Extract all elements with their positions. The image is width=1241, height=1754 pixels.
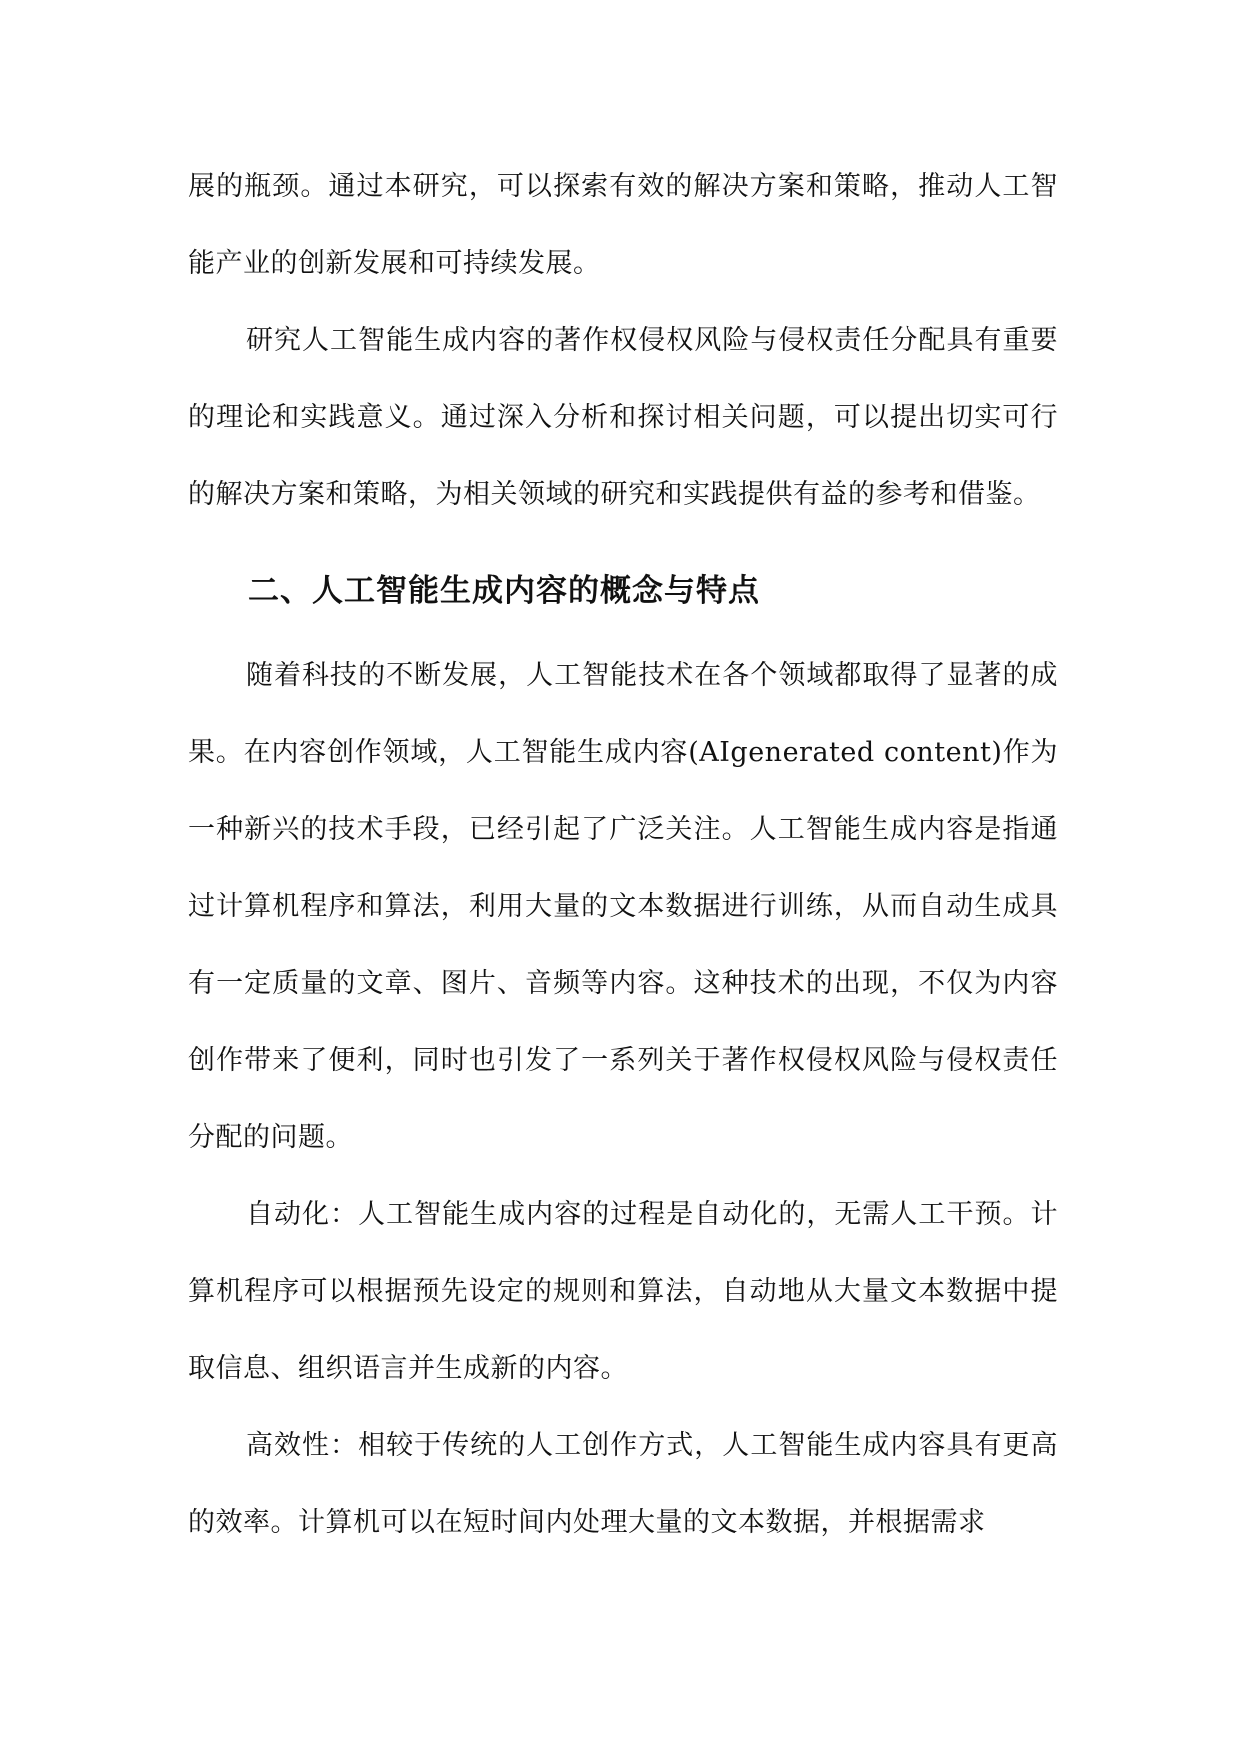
paragraph-continuation: 展的瓶颈。通过本研究，可以探索有效的解决方案和策略，推动人工智能产业的创新发展和可持续发展。 <box>188 171 1058 279</box>
paragraph-efficiency: 高效性：相较于传统的人工创作方式，人工智能生成内容具有更高的效率。计算机可以在短时间内处理大量的文本数据，并根据需求 <box>188 1430 1058 1538</box>
paragraph-automation: 自动化：人工智能生成内容的过程是自动化的，无需人工干预。计算机程序可以根据预先设定的规则和算法，自动地从大量文本数据中提取信息、组织语言并生成新的内容。 <box>188 1199 1058 1384</box>
section-heading: 二、人工智能生成内容的概念与特点 <box>248 573 760 609</box>
document-body <box>188 148 1058 1561</box>
paragraph-research-significance: 研究人工智能生成内容的著作权侵权风险与侵权责任分配具有重要的理论和实践意义。通过深入分析和探讨相关问题，可以提出切实可行的解决方案和策略，为相关领域的研究和实践提供有益的参考和借鉴。 <box>188 325 1058 510</box>
paragraph-ai-content-intro: 随着科技的不断发展，人工智能技术在各个领域都取得了显著的成果。在内容创作领域，人工智能生成内容(AIgenerated content)作为一种新兴的技术手段，已经引起了广泛关注。人工智能生成内容是指通过计算机程序和算法，利用大量的文本数据进行训练，从而自动生成具有一定质量的文章、图片、音频等内容。这种技术的出现，不仅为内容创作带来了便利，同时也引发了一系列关于著作权侵权风险与侵权责任分配的问题。 <box>188 660 1058 1153</box>
